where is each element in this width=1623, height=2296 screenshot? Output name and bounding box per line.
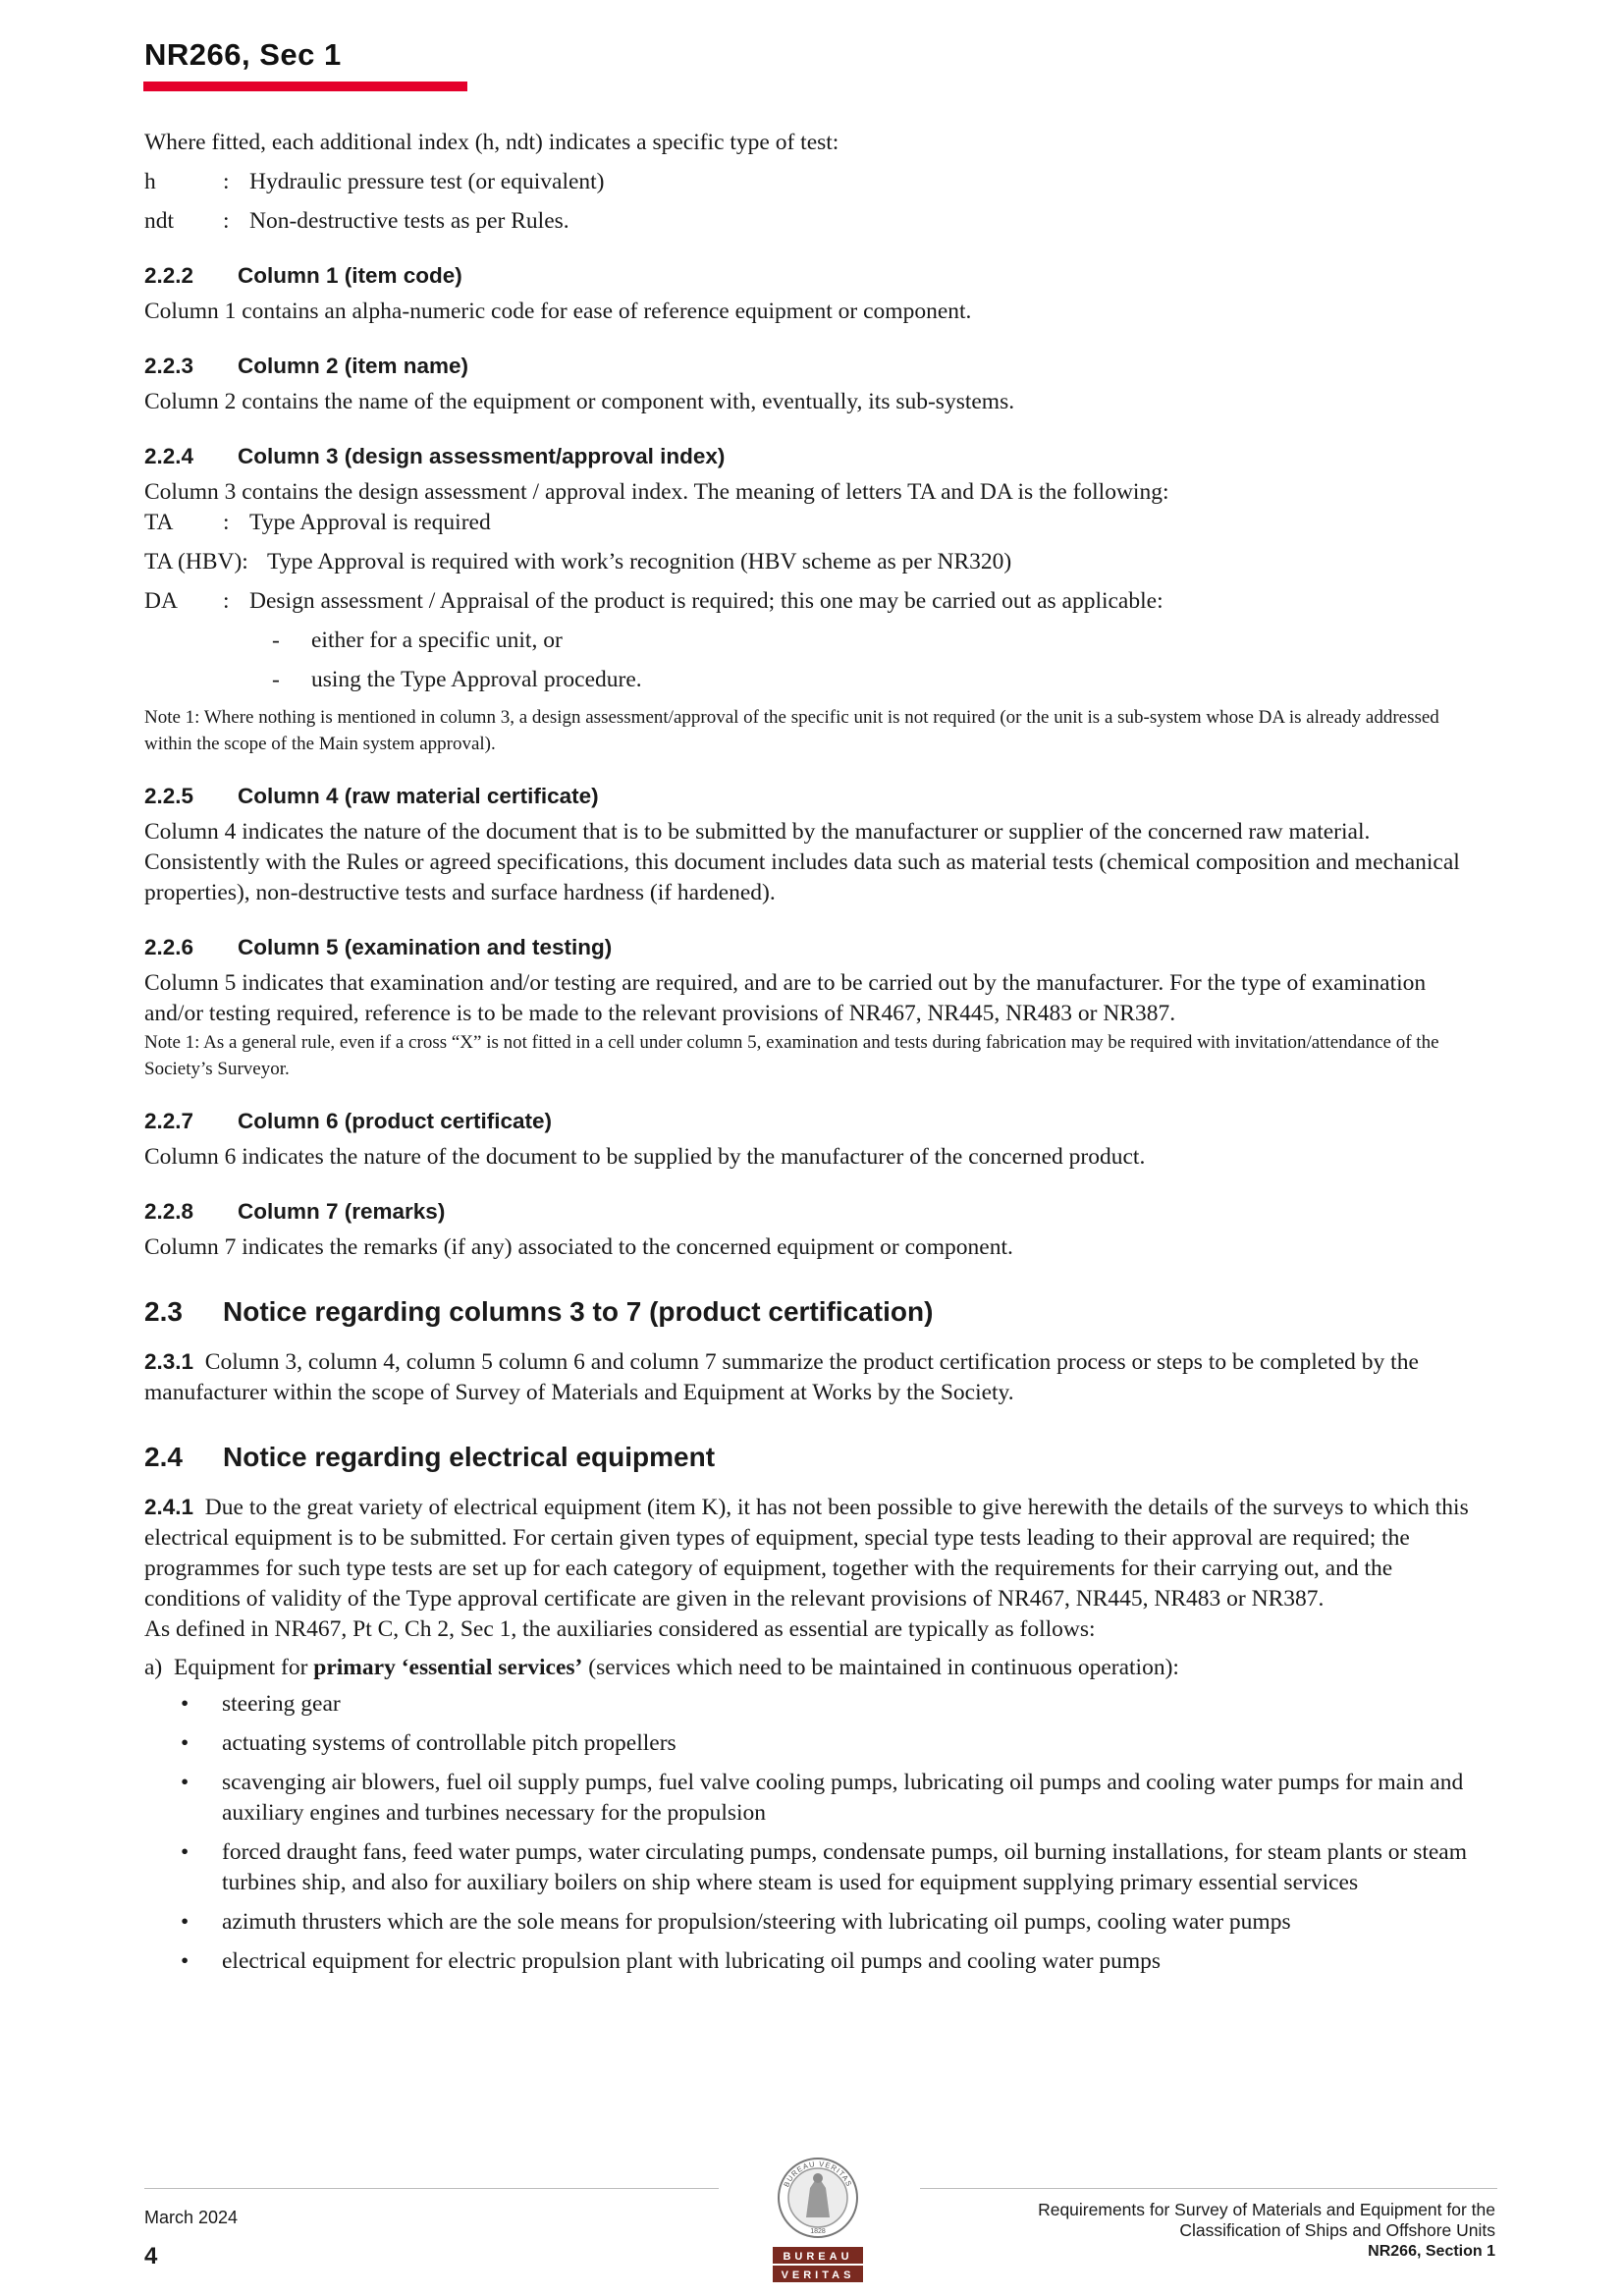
paragraph-2-3-1	[144, 1346, 1489, 1408]
bullet-text: scavenging air blowers, fuel oil supply pumps, fuel valve cooling pumps, lubricating oil pumps and cooling water pumps for main and auxiliary engines and turbines necessary for the propulsion	[222, 1770, 1464, 1826]
def-desc: Type Approval is required with work’s recognition (HBV scheme as per NR320)	[267, 549, 1012, 574]
heading-text: Column 5 (examination and testing)	[238, 935, 613, 959]
bullet-marker: •	[181, 1730, 189, 1756]
paragraph-number: 2.3.1	[144, 1349, 194, 1374]
def-desc: Type Approval is required	[249, 510, 491, 535]
note: Note 1: Where nothing is mentioned in column 3, a design assessment/approval of the specific unit is not required (or the unit is a sub-system whose DA is already addressed within the scope of the Main system approval).	[144, 707, 1439, 754]
paragraph: Column 4 indicates the nature of the document that is to be submitted by the manufacturer or supplier of the concerned raw material. Consistently with the Rules or agreed specifications, this document includes data such as material tests (chemical composition and mechanical properties), non-destructive tests and surface hardness (if hardened).	[144, 819, 1460, 905]
bullet-item	[181, 1946, 1489, 1977]
bullet-text: electrical equipment for electric propulsion plant with lubricating oil pumps and cooling water pumps	[222, 1948, 1162, 1974]
paragraph-number: 2.4.1	[144, 1495, 194, 1519]
list-item-a	[144, 1653, 1489, 1683]
bullet-item	[181, 1768, 1489, 1829]
dash-text: using the Type Approval procedure.	[311, 667, 642, 692]
header-accent-bar	[143, 82, 467, 91]
def-ta-hbv	[144, 547, 1489, 577]
footer-document-title	[946, 2200, 1495, 2262]
def-colon: :	[223, 510, 230, 535]
bullet-text: forced draught fans, feed water pumps, water circulating pumps, condensate pumps, oil burning installations, for steam plants or steam turbines ship, and also for auxiliary boilers on ship where steam is used for equipment supplying primary essential services	[222, 1839, 1468, 1895]
dash-marker: -	[272, 628, 280, 653]
bullet-item	[181, 1689, 1489, 1720]
paragraph-2-4-1	[144, 1492, 1489, 1614]
def-colon: :	[223, 169, 230, 194]
bullet-marker: •	[181, 1948, 189, 1974]
heading-number: 2.2.4	[144, 444, 194, 468]
paragraph: As defined in NR467, Pt C, Ch 2, Sec 1, the auxiliaries considered as essential are typically as follows:	[144, 1616, 1096, 1642]
footer-title-line-3: NR266, Section 1	[1368, 2243, 1495, 2260]
heading-text: Column 4 (raw material certificate)	[238, 784, 599, 808]
footer-title-line-2: Classification of Ships and Offshore Units	[1179, 2220, 1495, 2240]
heading-text: Column 2 (item name)	[238, 354, 469, 378]
heading-number: 2.2.6	[144, 935, 194, 959]
paragraph: Column 7 indicates the remarks (if any) associated to the concerned equipment or component.	[144, 1234, 1013, 1260]
heading-number: 2.4	[144, 1442, 183, 1472]
intro-lead: Where fitted, each additional index (h, ndt) indicates a specific type of test:	[144, 130, 839, 155]
heading-text: Column 6 (product certificate)	[238, 1109, 553, 1133]
def-colon: :	[223, 208, 230, 234]
footer-divider-left	[144, 2188, 719, 2189]
bullet-marker: •	[181, 1770, 189, 1795]
heading-2-2-5	[144, 781, 1489, 811]
paragraph-text: Due to the great variety of electrical equipment (item K), it has not been possible to give herewith the details of the surveys to which this electrical equipment is to be submitted. For certain given types of equipment, special type tests leading to their approval are required; the programmes for such type tests are set up for each category of equipment, together with the requirements for their carrying out, and the conditions of validity of the Type approval certificate are given in the relevant provisions of NR467, NR445, NR483 or NR387.	[144, 1495, 1469, 1612]
def-da	[144, 586, 1489, 617]
bullet-text: steering gear	[222, 1691, 341, 1717]
list-text-pre: Equipment for	[174, 1655, 314, 1680]
heading-text: Notice regarding electrical equipment	[223, 1442, 716, 1472]
dash-item	[144, 665, 1489, 695]
def-term: h	[144, 169, 156, 194]
paragraph: Column 5 indicates that examination and/or testing are required, and are to be carried out by the manufacturer. For the type of examination and/or testing required, reference is to be made to the relevant provisions of NR467, NR445, NR483 or NR387.	[144, 970, 1427, 1026]
list-label: a)	[144, 1655, 163, 1680]
page-number: 4	[144, 2243, 158, 2269]
paragraph: Column 6 indicates the nature of the document to be supplied by the manufacturer of the concerned product.	[144, 1144, 1146, 1170]
heading-text: Notice regarding columns 3 to 7 (product certification)	[223, 1296, 934, 1327]
bullet-item	[181, 1907, 1489, 1938]
bullet-marker: •	[181, 1839, 189, 1865]
heading-number: 2.2.2	[144, 263, 194, 288]
logo-figure-head	[813, 2173, 823, 2183]
bullet-item	[181, 1728, 1489, 1759]
def-term: DA	[144, 588, 178, 614]
heading-2-2-3	[144, 351, 1489, 381]
heading-number: 2.3	[144, 1296, 183, 1327]
logo-year: 1828	[810, 2228, 826, 2235]
footer-divider-right	[920, 2188, 1497, 2189]
page-header-title: NR266, Sec 1	[144, 37, 342, 72]
index-def-h	[144, 167, 1489, 197]
main-content	[144, 128, 1489, 1986]
heading-text: Column 3 (design assessment/approval index)	[238, 444, 726, 468]
heading-text: Column 1 (item code)	[238, 263, 462, 288]
heading-number: 2.2.3	[144, 354, 194, 378]
bullet-text: azimuth thrusters which are the sole means for propulsion/steering with lubricating oil pumps, cooling water pumps	[222, 1909, 1291, 1935]
def-ta	[144, 508, 1489, 538]
dash-marker: -	[272, 667, 280, 692]
footer-title-line-1: Requirements for Survey of Materials and Equipment for the	[1038, 2200, 1495, 2219]
bureau-veritas-logo	[767, 2149, 869, 2286]
bullet-marker: •	[181, 1691, 189, 1717]
heading-text: Column 7 (remarks)	[238, 1199, 446, 1224]
paragraph: Column 1 contains an alpha-numeric code for ease of reference equipment or component.	[144, 299, 972, 324]
heading-2-2-4	[144, 441, 1489, 471]
bullet-marker: •	[181, 1909, 189, 1935]
bullet-text: actuating systems of controllable pitch propellers	[222, 1730, 676, 1756]
paragraph: Column 2 contains the name of the equipment or component with, eventually, its sub-systems.	[144, 389, 1015, 414]
def-term: TA (HBV):	[144, 549, 248, 574]
index-def-ndt	[144, 206, 1489, 237]
def-desc: Non-destructive tests as per Rules.	[249, 208, 569, 234]
list-text-post: (services which need to be maintained in continuous operation):	[582, 1655, 1179, 1680]
heading-number: 2.2.7	[144, 1109, 194, 1133]
note: Note 1: As a general rule, even if a cross “X” is not fitted in a cell under column 5, examination and tests during fabrication may be required with invitation/attendance of the Society’s Surveyor.	[144, 1032, 1439, 1079]
bullet-item	[181, 1837, 1489, 1898]
list-text	[174, 1653, 1179, 1683]
heading-2-3	[144, 1296, 1489, 1327]
def-colon: :	[223, 588, 230, 614]
def-desc: Design assessment / Appraisal of the product is required; this one may be carried out as applicable:	[249, 588, 1163, 614]
def-term: ndt	[144, 208, 175, 234]
heading-number: 2.2.5	[144, 784, 194, 808]
heading-2-2-7	[144, 1106, 1489, 1136]
dash-item	[144, 626, 1489, 656]
dash-text: either for a specific unit, or	[311, 628, 563, 653]
logo-text-top: BUREAU	[783, 2251, 853, 2263]
heading-number: 2.2.8	[144, 1199, 194, 1224]
heading-2-4	[144, 1442, 1489, 1472]
def-desc: Hydraulic pressure test (or equivalent)	[249, 169, 605, 194]
logo-text-bottom: VERITAS	[781, 2269, 855, 2281]
heading-2-2-2	[144, 260, 1489, 291]
heading-2-2-8	[144, 1196, 1489, 1227]
logo-ring-textpath: BUREAU VERITAS	[782, 2159, 854, 2189]
heading-2-2-6	[144, 932, 1489, 962]
paragraph-text: Column 3, column 4, column 5 column 6 and column 7 summarize the product certification process or steps to be completed by the manufacturer within the scope of Survey of Materials and Equipment at Works by the Society.	[144, 1349, 1419, 1405]
paragraph: Column 3 contains the design assessment / approval index. The meaning of letters TA and DA is the following:	[144, 479, 1169, 505]
footer-date: March 2024	[144, 2208, 239, 2227]
list-text-bold: primary ‘essential services’	[313, 1655, 583, 1680]
def-term: TA	[144, 510, 174, 535]
